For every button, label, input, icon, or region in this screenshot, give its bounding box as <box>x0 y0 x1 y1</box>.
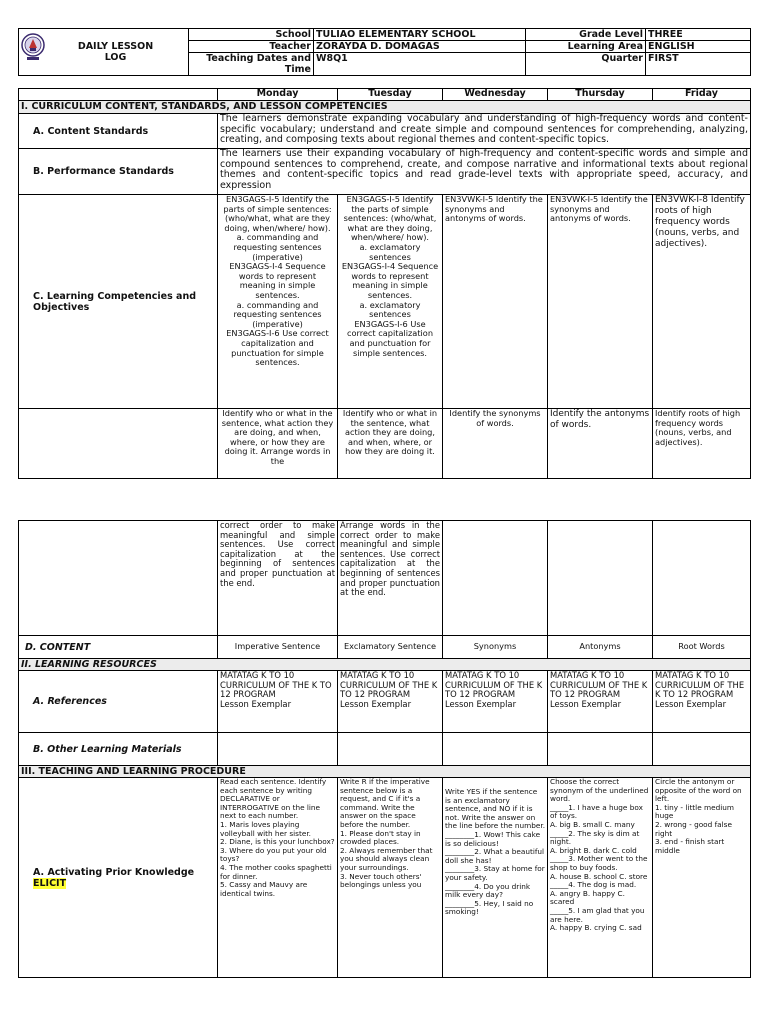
content-monday: Imperative Sentence <box>218 636 338 659</box>
content-friday: Root Words <box>653 636 751 659</box>
section-curriculum: I. CURRICULUM CONTENT, STANDARDS, AND LESSON COMPETENCIES <box>19 101 751 114</box>
elicit-tag: ELICIT <box>33 877 67 889</box>
competencies-label: C. Learning Competencies and Objectives <box>19 195 218 409</box>
section-learning-resources: II. LEARNING RESOURCES <box>19 659 751 671</box>
quarter-value: FIRST <box>646 53 751 76</box>
activating-friday: Circle the antonym or opposite of the word on left. 1. tiny - little medium huge 2. wrong - good false right 3. end - finish start middle <box>653 778 751 978</box>
grade-value: THREE <box>646 29 751 41</box>
objective-friday: Identify roots of high frequency words (nouns, verbs, and adjectives). <box>653 409 751 479</box>
day-wednesday: Wednesday <box>443 89 548 101</box>
objective-thu-blank <box>548 521 653 636</box>
objective-tuesday-part2: Arrange words in the correct order to make meaningful and simple sentences. Use correct capitalization at the beginning of sentences and proper punctuation at the end. <box>338 521 443 636</box>
objective-tuesday-part1: Identify who or what in the sentence, what action they are doing, and when, where, or how they are doing it. <box>338 409 443 479</box>
dll-title <box>19 29 189 76</box>
competency-tuesday: EN3GAGS-I-5 Identify the parts of simple sentences: (who/what, what are they doing, when/where/ how). a. exclamatory sentences EN3GAGS-I-4 Sequence words to represent meaning in simple sentences. a. exclamatory sentences EN3GAGS-I-6 Use correct capitalization and punctuation for simple sentences. <box>338 195 443 409</box>
area-value: ENGLISH <box>646 41 751 53</box>
d-content-label: D. CONTENT <box>19 636 218 659</box>
quarter-label: Quarter <box>526 53 646 76</box>
materials-wednesday <box>443 733 548 766</box>
references-tuesday: MATATAG K TO 10 CURRICULUM OF THE K TO 12 PROGRAM Lesson Exemplar <box>338 671 443 733</box>
content-tuesday: Exclamatory Sentence <box>338 636 443 659</box>
objective-monday-part2: correct order to make meaningful and simple sentences. Use correct capitalization at the beginning of sentences and proper punctuation at the end. <box>218 521 338 636</box>
materials-thursday <box>548 733 653 766</box>
objective-wednesday: Identify the synonyms of words. <box>443 409 548 479</box>
teacher-label: Teacher <box>189 41 314 53</box>
school-label: School <box>189 29 314 41</box>
day-monday: Monday <box>218 89 338 101</box>
day-friday: Friday <box>653 89 751 101</box>
objectives-cont-blank <box>19 521 218 636</box>
lesson-table-page2 <box>18 520 751 978</box>
objective-monday-part1: Identify who or what in the sentence, what action they are doing, and when, where, or how they are doing it. Arrange words in the <box>218 409 338 479</box>
day-thursday: Thursday <box>548 89 653 101</box>
content-standards-text: The learners demonstrate expanding vocabulary and understanding of high-frequency words and content-specific vocabulary; understand and create simple and compound sentences for comprehending, analyzing, creating, and composing texts about regional themes and content-specific topics. <box>218 114 751 149</box>
content-thursday: Antonyms <box>548 636 653 659</box>
objective-wed-blank <box>443 521 548 636</box>
references-monday: MATATAG K TO 10 CURRICULUM OF THE K TO 12 PROGRAM Lesson Exemplar <box>218 671 338 733</box>
header-table <box>18 28 751 76</box>
content-wednesday: Synonyms <box>443 636 548 659</box>
competency-thursday: EN3VWK-I-5 Identify the synonyms and antonyms of words. <box>548 195 653 409</box>
content-standards-label: A. Content Standards <box>19 114 218 149</box>
activating-label: A. Activating Prior Knowledge <box>33 866 195 878</box>
section-teaching-procedure: III. TEACHING AND LEARNING PROCEDURE <box>19 766 751 778</box>
grade-label: Grade Level <box>526 29 646 41</box>
competency-friday: EN3VWK-I-8 Identify roots of high frequency words (nouns, verbs, and adjectives). <box>653 195 751 409</box>
day-tuesday: Tuesday <box>338 89 443 101</box>
materials-friday <box>653 733 751 766</box>
other-materials-label: B. Other Learning Materials <box>19 733 218 766</box>
performance-standards-text: The learners use their expanding vocabulary of high-frequency and content-specific words and simple and compound sentences to comprehend, create, and compose narrative and informational texts about regional themes and content-specific topics and read grade-level texts with appropriate speed, accuracy, and expression <box>218 149 751 195</box>
activating-tuesday: Write R if the imperative sentence below is a request, and C if it's a command. Write the answer on the space before the number. 1. Please don't stay in crowded places. 2. Always remember that you should always clean your surroundings. 3. Never touch others' belongings unless you <box>338 778 443 978</box>
references-label: A. References <box>19 671 218 733</box>
activating-monday: Read each sentence. Identify each sentence by writing DECLARATIVE or INTERROGATIVE on the line next to each number. 1. Maris loves playing volleyball with her sister. 2. Diane, is this your lunchbox? 3. Where do you put your old toys? 4. The mother cooks spaghetti for dinner. 5. Cassy and Mauvy are identical twins. <box>218 778 338 978</box>
activating-thursday: Choose the correct synonym of the underlined word. _____1. I have a huge box of toys. A. big B. small C. many _____2. The sky is dim at night. A. bright B. dark C. cold _____3. Mother went to the shop to buy foods. A. house B. school C. store _____4. The dog is mad. A. angry B. happy C. scared _____5. I am glad that you are here. A. happy B. crying C. sad <box>548 778 653 978</box>
dates-value: W8Q1 <box>314 53 526 76</box>
dates-label: Teaching Dates and Time <box>189 53 314 76</box>
objectives-blank <box>19 409 218 479</box>
materials-tuesday <box>338 733 443 766</box>
area-label: Learning Area <box>526 41 646 53</box>
references-thursday: MATATAG K TO 10 CURRICULUM OF THE K TO 12 PROGRAM Lesson Exemplar <box>548 671 653 733</box>
activating-wednesday: Write YES if the sentence is an exclamatory sentence, and NO if it is not. Write the answer on the line before the number. ________1. Wow! This cake is so delicious! ________2. What a beautiful doll she has! ________3. Stay at home for your safety. ________4. Do you drink milk every day? ________5. Hey, I said no smoking! <box>443 778 548 978</box>
objective-fri-blank <box>653 521 751 636</box>
school-value: TULIAO ELEMENTARY SCHOOL <box>314 29 526 41</box>
references-friday: MATATAG K TO 10 CURRICULUM OF THE K TO 12 PROGRAM Lesson Exemplar <box>653 671 751 733</box>
references-wednesday: MATATAG K TO 10 CURRICULUM OF THE K TO 12 PROGRAM Lesson Exemplar <box>443 671 548 733</box>
dll-title-line1: DAILY LESSON <box>77 41 154 52</box>
materials-monday <box>218 733 338 766</box>
performance-standards-label: B. Performance Standards <box>19 149 218 195</box>
teacher-value: ZORAYDA D. DOMAGAS <box>314 41 526 53</box>
dll-title-line2: LOG <box>104 52 127 63</box>
objective-thursday: Identify the antonyms of words. <box>548 409 653 479</box>
competency-monday: EN3GAGS-I-5 Identify the parts of simple sentences: (who/what, what are they doing, when/where/ how). a. commanding and requesting sentences (imperative) EN3GAGS-I-4 Sequence words to represent meaning in simple sentences. a. commanding and requesting sentences (imperative) EN3GAGS-I-6 Use correct capitalization and punctuation for simple sentences. <box>218 195 338 409</box>
day-blank <box>19 89 218 101</box>
competency-wednesday: EN3VWK-I-5 Identify the synonyms and antonyms of words. <box>443 195 548 409</box>
lesson-table-page1 <box>18 88 751 479</box>
activating-label-cell <box>19 778 218 978</box>
